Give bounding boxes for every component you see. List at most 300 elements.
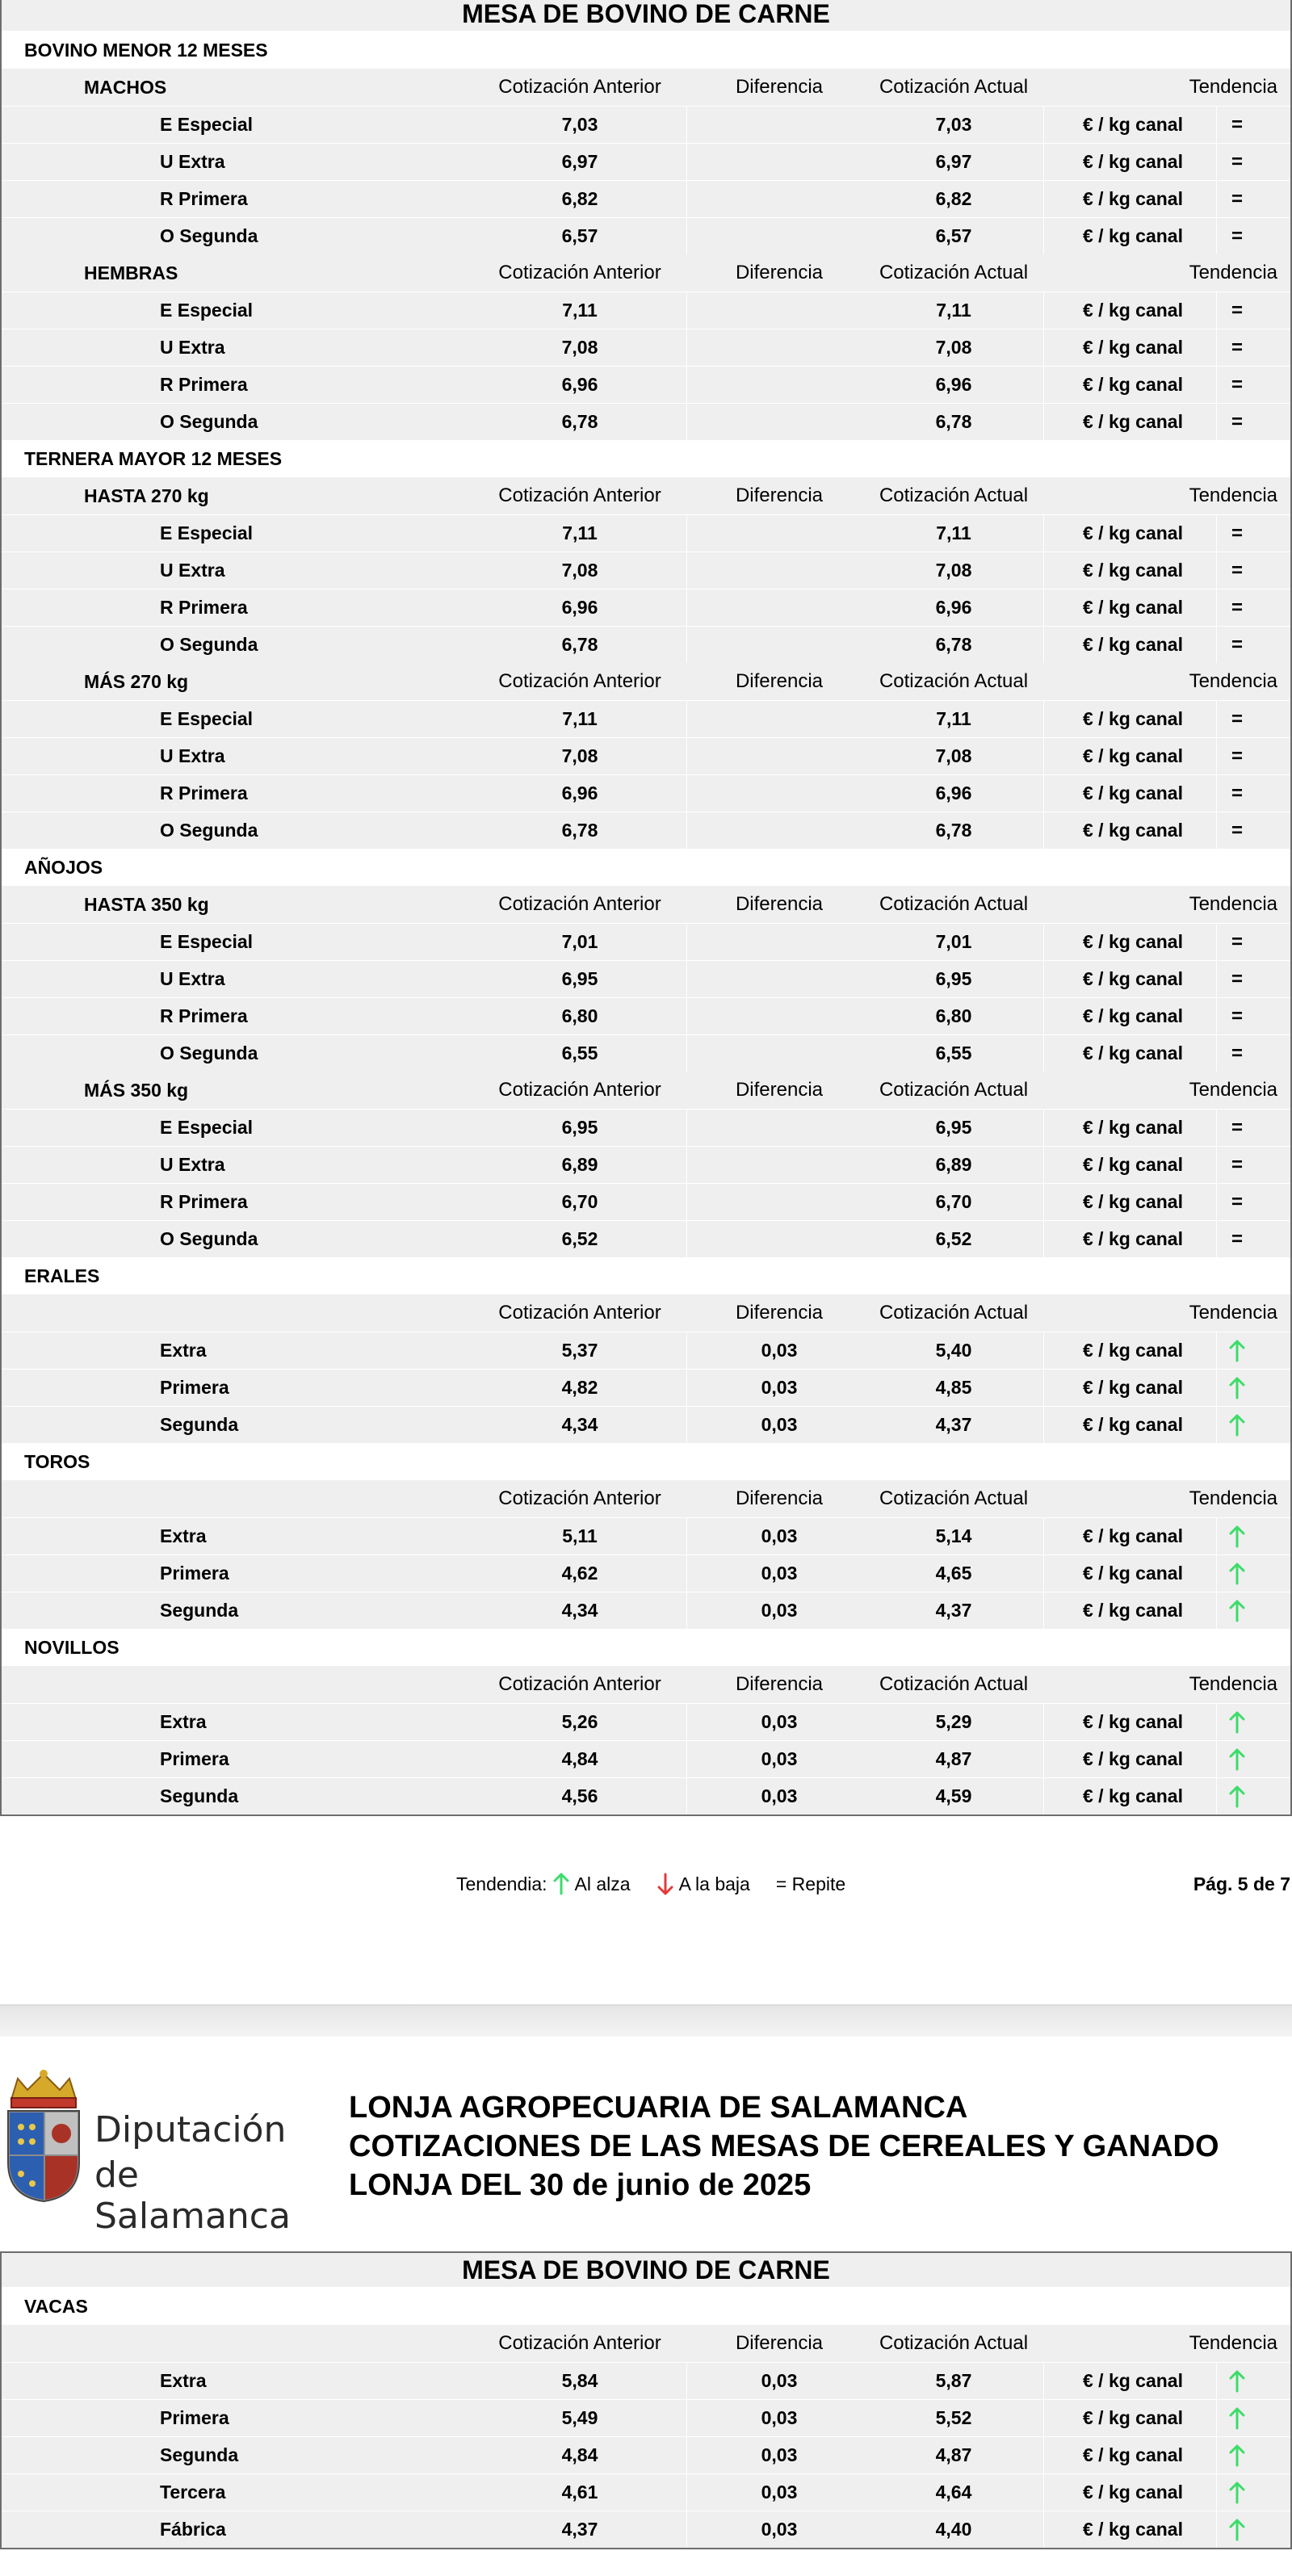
prev-price: 4,37 xyxy=(561,2519,598,2540)
cell-divider xyxy=(686,627,687,663)
column-header-row xyxy=(2,1666,1290,1703)
curr-price: 4,87 xyxy=(935,2444,972,2465)
col-header-diff: Diferencia xyxy=(735,670,824,692)
trend-cell: = xyxy=(1231,224,1243,247)
price-diff xyxy=(694,144,864,180)
price-table-2 xyxy=(0,2251,1292,2549)
trend-cell: = xyxy=(1231,1116,1243,1139)
cell-divider xyxy=(1216,2437,1217,2473)
col-header-diff: Diferencia xyxy=(735,1673,824,1695)
col-header-diff: Diferencia xyxy=(735,893,824,915)
prev-price: 5,49 xyxy=(561,2407,598,2428)
table-row xyxy=(2,2362,1290,2399)
curr-price: 4,37 xyxy=(935,1414,972,1435)
col-header-prev: Cotización Anterior xyxy=(498,1079,661,1101)
unit-label: € / kg canal xyxy=(1082,1043,1183,1064)
grade-label: E Especial xyxy=(160,708,254,729)
price-diff xyxy=(694,367,864,403)
grade-label: R Primera xyxy=(160,188,248,209)
price-diff xyxy=(694,589,864,626)
cell-divider xyxy=(1043,627,1044,663)
col-header-prev: Cotización Anterior xyxy=(498,670,661,692)
prev-price: 6,52 xyxy=(561,1228,598,1249)
price-diff: 0,03 xyxy=(761,1377,798,1398)
cell-divider xyxy=(1216,1370,1217,1406)
cell-divider xyxy=(1043,107,1044,143)
unit-label: € / kg canal xyxy=(1082,968,1183,989)
unit-label: € / kg canal xyxy=(1082,1711,1183,1732)
section-label: AÑOJOS xyxy=(24,856,103,878)
column-header-row xyxy=(2,2325,1290,2362)
page-number: Pág. 5 de 7 xyxy=(1193,1873,1290,1894)
grade-label: U Extra xyxy=(160,560,225,581)
grade-label: E Especial xyxy=(160,931,254,952)
cell-divider xyxy=(1043,924,1044,960)
cell-divider xyxy=(1216,589,1217,626)
grade-label: O Segunda xyxy=(160,225,258,246)
unit-label: € / kg canal xyxy=(1082,1785,1183,1806)
price-diff xyxy=(694,292,864,329)
unit-label: € / kg canal xyxy=(1082,2370,1183,2391)
trend-cell xyxy=(1205,1332,1269,1369)
table-row xyxy=(2,737,1290,774)
curr-price: 5,14 xyxy=(935,1525,972,1546)
curr-price: 6,78 xyxy=(935,634,972,655)
cell-divider xyxy=(686,2363,687,2399)
grade-label: Primera xyxy=(160,2407,229,2428)
table-row xyxy=(2,1777,1290,1815)
prev-price: 6,96 xyxy=(561,782,598,803)
prev-price: 6,96 xyxy=(561,597,598,618)
cell-divider xyxy=(1043,1110,1044,1146)
grade-label: O Segunda xyxy=(160,1228,258,1249)
cell-divider xyxy=(1043,961,1044,997)
col-header-prev: Cotización Anterior xyxy=(498,1673,661,1695)
trend-cell xyxy=(1205,2474,1269,2511)
cell-divider xyxy=(1216,1184,1217,1220)
price-diff xyxy=(694,218,864,254)
cell-divider xyxy=(1043,812,1044,849)
cell-divider xyxy=(1043,2400,1044,2436)
cell-divider xyxy=(1043,2511,1044,2548)
price-diff xyxy=(694,1147,864,1183)
curr-price: 6,82 xyxy=(935,188,972,209)
cell-divider xyxy=(1216,181,1217,217)
cell-divider xyxy=(1216,2474,1217,2511)
prev-price: 6,78 xyxy=(561,820,598,841)
col-header-diff: Diferencia xyxy=(735,1302,824,1324)
col-header-trend: Tendencia xyxy=(1189,670,1277,692)
cell-divider xyxy=(1216,2363,1217,2399)
cell-divider xyxy=(1216,2511,1217,2548)
cell-divider xyxy=(1216,218,1217,254)
cell-divider xyxy=(686,1518,687,1554)
cell-divider xyxy=(1216,812,1217,849)
cell-divider xyxy=(1043,1704,1044,1740)
cell-divider xyxy=(1216,329,1217,366)
grade-label: Fábrica xyxy=(160,2519,226,2540)
price-diff xyxy=(694,1035,864,1072)
cell-divider xyxy=(686,404,687,440)
table-row xyxy=(2,1332,1290,1369)
col-header-curr: Cotización Actual xyxy=(879,1487,1029,1509)
cell-divider xyxy=(1216,1778,1217,1815)
group-label: HASTA 270 kg xyxy=(84,485,209,506)
grade-label: Segunda xyxy=(160,1600,239,1621)
grade-label: Extra xyxy=(160,1711,207,1732)
table-row xyxy=(2,1146,1290,1183)
col-header-diff: Diferencia xyxy=(735,1487,824,1509)
prev-price: 4,34 xyxy=(561,1414,598,1435)
section-label: BOVINO MENOR 12 MESES xyxy=(24,39,268,61)
diputacion-logo xyxy=(3,2067,294,2237)
price-diff xyxy=(694,924,864,960)
section-row xyxy=(2,31,1290,69)
price-diff: 0,03 xyxy=(761,2519,798,2540)
grade-label: Segunda xyxy=(160,1785,239,1806)
arrow-up-icon xyxy=(1228,1748,1246,1771)
cell-divider xyxy=(1043,367,1044,403)
cell-divider xyxy=(686,292,687,329)
table-row xyxy=(2,626,1290,663)
col-header-trend: Tendencia xyxy=(1189,893,1277,915)
curr-price: 4,37 xyxy=(935,1600,972,1621)
arrow-up-icon xyxy=(1228,2407,1246,2430)
table-row xyxy=(2,217,1290,254)
curr-price: 5,29 xyxy=(935,1711,972,1732)
cell-divider xyxy=(1043,701,1044,737)
col-header-curr: Cotización Actual xyxy=(879,1079,1029,1101)
table-row xyxy=(2,552,1290,589)
table-row xyxy=(2,812,1290,849)
cell-divider xyxy=(686,589,687,626)
price-diff: 0,03 xyxy=(761,2370,798,2391)
price-diff xyxy=(694,404,864,440)
trend-cell: = xyxy=(1231,745,1243,767)
price-diff: 0,03 xyxy=(761,2482,798,2503)
curr-price: 7,08 xyxy=(935,337,972,358)
price-diff xyxy=(694,1184,864,1220)
col-header-curr: Cotización Actual xyxy=(879,2332,1029,2354)
curr-price: 4,40 xyxy=(935,2519,972,2540)
prev-price: 6,55 xyxy=(561,1043,598,1064)
grade-label: E Especial xyxy=(160,114,254,135)
price-diff xyxy=(694,515,864,552)
grade-label: R Primera xyxy=(160,1191,248,1212)
unit-label: € / kg canal xyxy=(1082,1525,1183,1546)
table-row xyxy=(2,923,1290,960)
table-row xyxy=(2,2399,1290,2436)
unit-label: € / kg canal xyxy=(1082,597,1183,618)
trend-cell xyxy=(1205,1741,1269,1777)
unit-label: € / kg canal xyxy=(1082,1563,1183,1584)
cell-divider xyxy=(1216,1221,1217,1257)
curr-price: 6,89 xyxy=(935,1154,972,1175)
column-header-row xyxy=(2,886,1290,923)
price-diff xyxy=(694,738,864,774)
col-header-diff: Diferencia xyxy=(735,76,824,98)
grade-label: E Especial xyxy=(160,300,254,321)
table-row xyxy=(2,2511,1290,2548)
trend-cell: = xyxy=(1231,1153,1243,1176)
arrow-up-icon xyxy=(1228,1525,1246,1548)
prev-price: 5,26 xyxy=(561,1711,598,1732)
price-diff: 0,03 xyxy=(761,1785,798,1806)
cell-divider xyxy=(1043,404,1044,440)
cell-divider xyxy=(1043,1407,1044,1443)
grade-label: Primera xyxy=(160,1377,229,1398)
col-header-trend: Tendencia xyxy=(1189,1079,1277,1101)
table-row xyxy=(2,1369,1290,1406)
section-label: TOROS xyxy=(24,1450,90,1472)
curr-price: 6,95 xyxy=(935,1117,972,1138)
cell-divider xyxy=(1216,1518,1217,1554)
prev-price: 7,11 xyxy=(562,300,598,321)
curr-price: 7,11 xyxy=(936,300,971,321)
trend-cell xyxy=(1205,1592,1269,1629)
unit-label: € / kg canal xyxy=(1082,634,1183,655)
price-diff: 0,03 xyxy=(761,1600,798,1621)
col-header-trend: Tendencia xyxy=(1189,485,1277,506)
cell-divider xyxy=(1043,292,1044,329)
section-label: TERNERA MAYOR 12 MESES xyxy=(24,447,283,469)
curr-price: 7,01 xyxy=(935,931,972,952)
col-header-curr: Cotización Actual xyxy=(879,670,1029,692)
cell-divider xyxy=(1216,367,1217,403)
cell-divider xyxy=(1216,701,1217,737)
grade-label: U Extra xyxy=(160,968,225,989)
trend-cell xyxy=(1205,1518,1269,1554)
curr-price: 4,59 xyxy=(935,1785,972,1806)
curr-price: 7,08 xyxy=(935,560,972,581)
cell-divider xyxy=(1216,998,1217,1034)
trend-cell xyxy=(1205,2363,1269,2399)
trend-cell: = xyxy=(1231,596,1243,619)
unit-label: € / kg canal xyxy=(1082,1117,1183,1138)
col-header-trend: Tendencia xyxy=(1189,1487,1277,1509)
table-title xyxy=(2,2253,1290,2288)
page-footer xyxy=(0,1864,1292,1904)
prev-price: 4,84 xyxy=(561,1748,598,1769)
table-row xyxy=(2,700,1290,737)
price-diff xyxy=(694,1110,864,1146)
unit-label: € / kg canal xyxy=(1082,1377,1183,1398)
cell-divider xyxy=(686,1704,687,1740)
table-row xyxy=(2,403,1290,440)
table-row xyxy=(2,1220,1290,1257)
col-header-curr: Cotización Actual xyxy=(879,893,1029,915)
unit-label: € / kg canal xyxy=(1082,745,1183,766)
trend-cell: = xyxy=(1231,522,1243,544)
prev-price: 7,11 xyxy=(562,522,598,543)
arrow-up-icon xyxy=(1228,2444,1246,2467)
price-diff: 0,03 xyxy=(761,1414,798,1435)
grade-label: O Segunda xyxy=(160,820,258,841)
cell-divider xyxy=(686,998,687,1034)
cell-divider xyxy=(686,1741,687,1777)
grade-label: O Segunda xyxy=(160,634,258,655)
cell-divider xyxy=(686,181,687,217)
column-header-row xyxy=(2,477,1290,514)
column-header-row xyxy=(2,1072,1290,1109)
group-label: MACHOS xyxy=(84,76,167,98)
col-header-curr: Cotización Actual xyxy=(879,1302,1029,1324)
grade-label: Primera xyxy=(160,1563,229,1584)
col-header-diff: Diferencia xyxy=(735,485,824,506)
prev-price: 6,95 xyxy=(561,1117,598,1138)
heading-line-1: LONJA AGROPECUARIA DE SALAMANCA xyxy=(349,2091,968,2125)
curr-price: 4,65 xyxy=(935,1563,972,1584)
cell-divider xyxy=(1043,1592,1044,1629)
table-title-text: MESA DE BOVINO DE CARNE xyxy=(462,2255,830,2284)
arrow-up-icon xyxy=(1228,1414,1246,1437)
trend-legend xyxy=(456,1864,850,1904)
grade-label: R Primera xyxy=(160,1005,248,1026)
section-row xyxy=(2,849,1290,886)
column-header-row xyxy=(2,69,1290,106)
trend-cell: = xyxy=(1231,1005,1243,1027)
col-header-curr: Cotización Actual xyxy=(879,76,1029,98)
trend-cell: = xyxy=(1231,373,1243,396)
legend-label: Tendendia: xyxy=(456,1873,547,1894)
unit-label: € / kg canal xyxy=(1082,114,1183,135)
column-header-row xyxy=(2,1480,1290,1517)
trend-cell: = xyxy=(1231,150,1243,173)
table-row xyxy=(2,180,1290,217)
section-label: NOVILLOS xyxy=(24,1636,120,1658)
unit-label: € / kg canal xyxy=(1082,2482,1183,2503)
table-row xyxy=(2,366,1290,403)
cell-divider xyxy=(1043,218,1044,254)
cell-divider xyxy=(1216,924,1217,960)
table-row xyxy=(2,1554,1290,1592)
prev-price: 7,03 xyxy=(561,114,598,135)
cell-divider xyxy=(686,1147,687,1183)
grade-label: Tercera xyxy=(160,2482,226,2503)
table-row xyxy=(2,1740,1290,1777)
unit-label: € / kg canal xyxy=(1082,300,1183,321)
cell-divider xyxy=(1216,1110,1217,1146)
trend-cell xyxy=(1205,2511,1269,2548)
price-diff xyxy=(694,552,864,589)
curr-price: 6,96 xyxy=(935,374,972,395)
trend-cell: = xyxy=(1231,187,1243,210)
trend-cell: = xyxy=(1231,113,1243,136)
cell-divider xyxy=(1043,1778,1044,1815)
page-header xyxy=(0,2051,1292,2237)
unit-label: € / kg canal xyxy=(1082,1154,1183,1175)
col-header-diff: Diferencia xyxy=(735,2332,824,2354)
cell-divider xyxy=(686,1332,687,1369)
trend-cell: = xyxy=(1231,782,1243,804)
cell-divider xyxy=(1216,107,1217,143)
prev-price: 4,84 xyxy=(561,2444,598,2465)
prev-price: 6,78 xyxy=(561,634,598,655)
unit-label: € / kg canal xyxy=(1082,1191,1183,1212)
cell-divider xyxy=(1216,2400,1217,2436)
cell-divider xyxy=(1043,998,1044,1034)
cell-divider xyxy=(1043,1332,1044,1369)
cell-divider xyxy=(1216,1555,1217,1592)
page-separator xyxy=(0,2004,1292,2037)
curr-price: 6,57 xyxy=(935,225,972,246)
prev-price: 4,56 xyxy=(561,1785,598,1806)
prev-price: 4,61 xyxy=(561,2482,598,2503)
col-header-curr: Cotización Actual xyxy=(879,262,1029,283)
cell-divider xyxy=(686,812,687,849)
prev-price: 6,82 xyxy=(561,188,598,209)
legend-up-label: Al alza xyxy=(574,1873,631,1894)
grade-label: R Primera xyxy=(160,597,248,618)
cell-divider xyxy=(1043,2474,1044,2511)
price-diff xyxy=(694,329,864,366)
cell-divider xyxy=(686,1184,687,1220)
curr-price: 6,78 xyxy=(935,820,972,841)
cell-divider xyxy=(686,738,687,774)
cell-divider xyxy=(686,961,687,997)
col-header-curr: Cotización Actual xyxy=(879,485,1029,506)
unit-label: € / kg canal xyxy=(1082,188,1183,209)
price-diff xyxy=(694,1221,864,1257)
arrow-up-icon xyxy=(1228,1711,1246,1734)
col-header-diff: Diferencia xyxy=(735,262,824,283)
unit-label: € / kg canal xyxy=(1082,151,1183,172)
curr-price: 4,64 xyxy=(935,2482,972,2503)
cell-divider xyxy=(686,515,687,552)
prev-price: 6,80 xyxy=(561,1005,598,1026)
price-diff xyxy=(694,998,864,1034)
prev-price: 4,82 xyxy=(561,1377,598,1398)
cell-divider xyxy=(1043,1741,1044,1777)
trend-cell: = xyxy=(1231,930,1243,953)
table-row xyxy=(2,292,1290,329)
col-header-curr: Cotización Actual xyxy=(879,1673,1029,1695)
unit-label: € / kg canal xyxy=(1082,820,1183,841)
cell-divider xyxy=(686,1370,687,1406)
unit-label: € / kg canal xyxy=(1082,1228,1183,1249)
table-row xyxy=(2,1183,1290,1220)
section-row xyxy=(2,1443,1290,1480)
table-row xyxy=(2,2436,1290,2473)
col-header-trend: Tendencia xyxy=(1189,76,1277,98)
cell-divider xyxy=(686,1221,687,1257)
cell-divider xyxy=(1216,1704,1217,1740)
cell-divider xyxy=(686,2400,687,2436)
cell-divider xyxy=(1216,404,1217,440)
arrow-up-icon xyxy=(1228,1377,1246,1399)
unit-label: € / kg canal xyxy=(1082,1005,1183,1026)
group-label: MÁS 270 kg xyxy=(84,670,189,692)
cell-divider xyxy=(1216,627,1217,663)
curr-price: 7,03 xyxy=(935,114,972,135)
trend-cell xyxy=(1205,1778,1269,1815)
cell-divider xyxy=(686,701,687,737)
unit-label: € / kg canal xyxy=(1082,374,1183,395)
cell-divider xyxy=(1216,1035,1217,1072)
curr-price: 6,70 xyxy=(935,1191,972,1212)
curr-price: 6,78 xyxy=(935,411,972,432)
curr-price: 6,96 xyxy=(935,782,972,803)
arrow-down-icon xyxy=(656,1873,674,1895)
col-header-trend: Tendencia xyxy=(1189,1673,1277,1695)
col-header-prev: Cotización Anterior xyxy=(498,262,661,283)
prev-price: 4,34 xyxy=(561,1600,598,1621)
arrow-up-icon xyxy=(1228,1340,1246,1362)
cell-divider xyxy=(1216,961,1217,997)
prev-price: 7,11 xyxy=(562,708,598,729)
cell-divider xyxy=(1043,1035,1044,1072)
prev-price: 5,37 xyxy=(561,1340,598,1361)
